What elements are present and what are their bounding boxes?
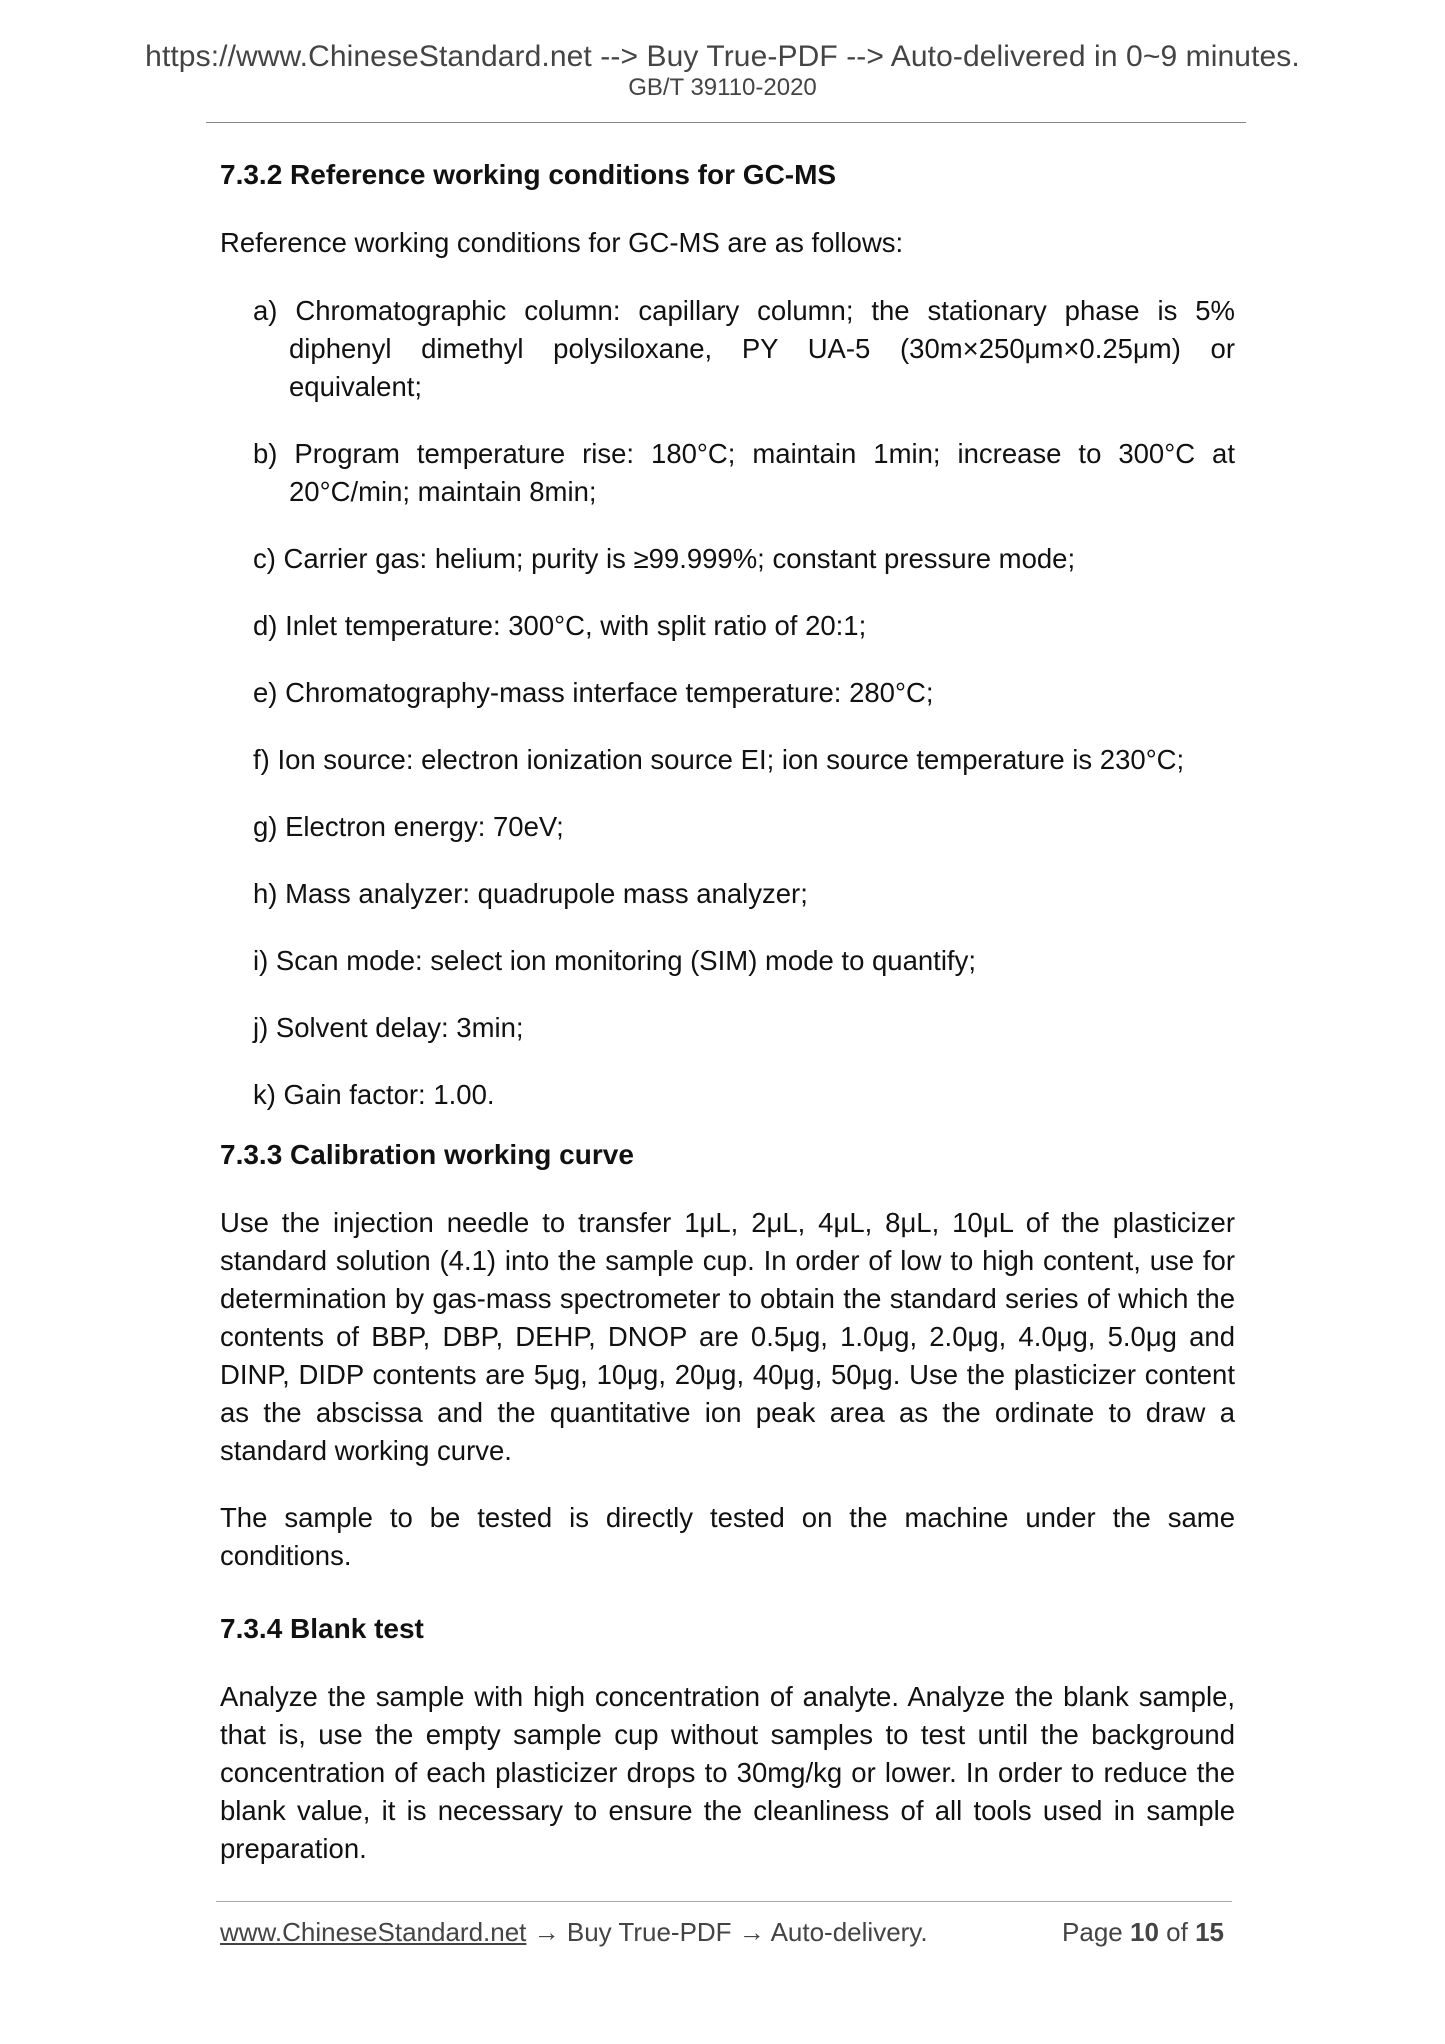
page-footer	[220, 1917, 1230, 1948]
footer-divider	[216, 1901, 1232, 1902]
section-heading-7-3-3: 7.3.3 Calibration working curve	[220, 1139, 634, 1170]
list-item: k) Gain factor: 1.00.	[253, 1079, 495, 1110]
header-banner: https://www.ChineseStandard.net --> Buy True-PDF --> Auto-delivered in 0~9 minutes.	[145, 40, 1300, 73]
paragraph: Use the injection needle to transfer 1μL, 2μL, 4μL, 8μL, 10μL of the plasticizer standard solution (4.1) into the sample cup. In order of low to high content, use for determination by gas-mass spectrometer to obtain the standard series of which the contents of BBP, DBP, DEHP, DNOP are 0.5μg, 1.0μg, 2.0μg, 4.0μg, 5.0μg and DINP, DIDP contents are 5μg, 10μg, 20μg, 40μg, 50μg. Use the plasticizer content as the abscissa and the quantitative ion peak area as the ordinate to draw a standard working curve.	[220, 1207, 1235, 1466]
list-item: g) Electron energy: 70eV;	[253, 811, 564, 842]
section-heading-7-3-2: 7.3.2 Reference working conditions for GC-MS	[220, 159, 837, 190]
page-indicator	[1062, 1917, 1224, 1948]
standard-code: GB/T 39110-2020	[628, 74, 817, 101]
footer-website-link[interactable]: www.ChineseStandard.net	[220, 1917, 527, 1947]
of-label: of	[1166, 1917, 1188, 1947]
paragraph: Analyze the sample with high concentration of analyte. Analyze the blank sample, that is, use the empty sample cup without samples to test until the background concentration of each plasticizer drops to 30mg/kg or lower. In order to reduce the blank value, it is necessary to ensure the cleanliness of all tools used in sample preparation.	[220, 1681, 1235, 1864]
page-number: 10	[1130, 1917, 1159, 1947]
list-item: c) Carrier gas: helium; purity is ≥99.999%; constant pressure mode;	[253, 543, 1076, 574]
total-pages: 15	[1195, 1917, 1224, 1947]
page-label: Page	[1062, 1917, 1123, 1947]
section-heading-7-3-4: 7.3.4 Blank test	[220, 1613, 424, 1644]
list-item: b) Program temperature rise: 180°C; maintain 1min; increase to 300°C at 20°C/min; maintain 8min;	[253, 438, 1235, 507]
footer-tagline: → Buy True-PDF → Auto-delivery.	[526, 1917, 928, 1947]
document-body	[220, 150, 1235, 1868]
list-item: i) Scan mode: select ion monitoring (SIM) mode to quantify;	[253, 945, 976, 976]
list-item: d) Inlet temperature: 300°C, with split ratio of 20:1;	[253, 610, 867, 641]
list-item: f) Ion source: electron ionization source EI; ion source temperature is 230°C;	[253, 744, 1185, 775]
conditions-list	[220, 292, 1235, 1114]
paragraph: The sample to be tested is directly tested on the machine under the same conditions.	[220, 1502, 1235, 1571]
list-item: j) Solvent delay: 3min;	[253, 1012, 524, 1043]
list-item: h) Mass analyzer: quadrupole mass analyzer;	[253, 878, 808, 909]
section-intro: Reference working conditions for GC-MS are as follows:	[220, 227, 904, 258]
list-item: e) Chromatography-mass interface temperature: 280°C;	[253, 677, 934, 708]
list-item: a) Chromatographic column: capillary column; the stationary phase is 5% diphenyl dimethyl polysiloxane, PY UA-5 (30m×250μm×0.25μm) or equivalent;	[253, 295, 1235, 402]
header-divider	[206, 122, 1246, 123]
